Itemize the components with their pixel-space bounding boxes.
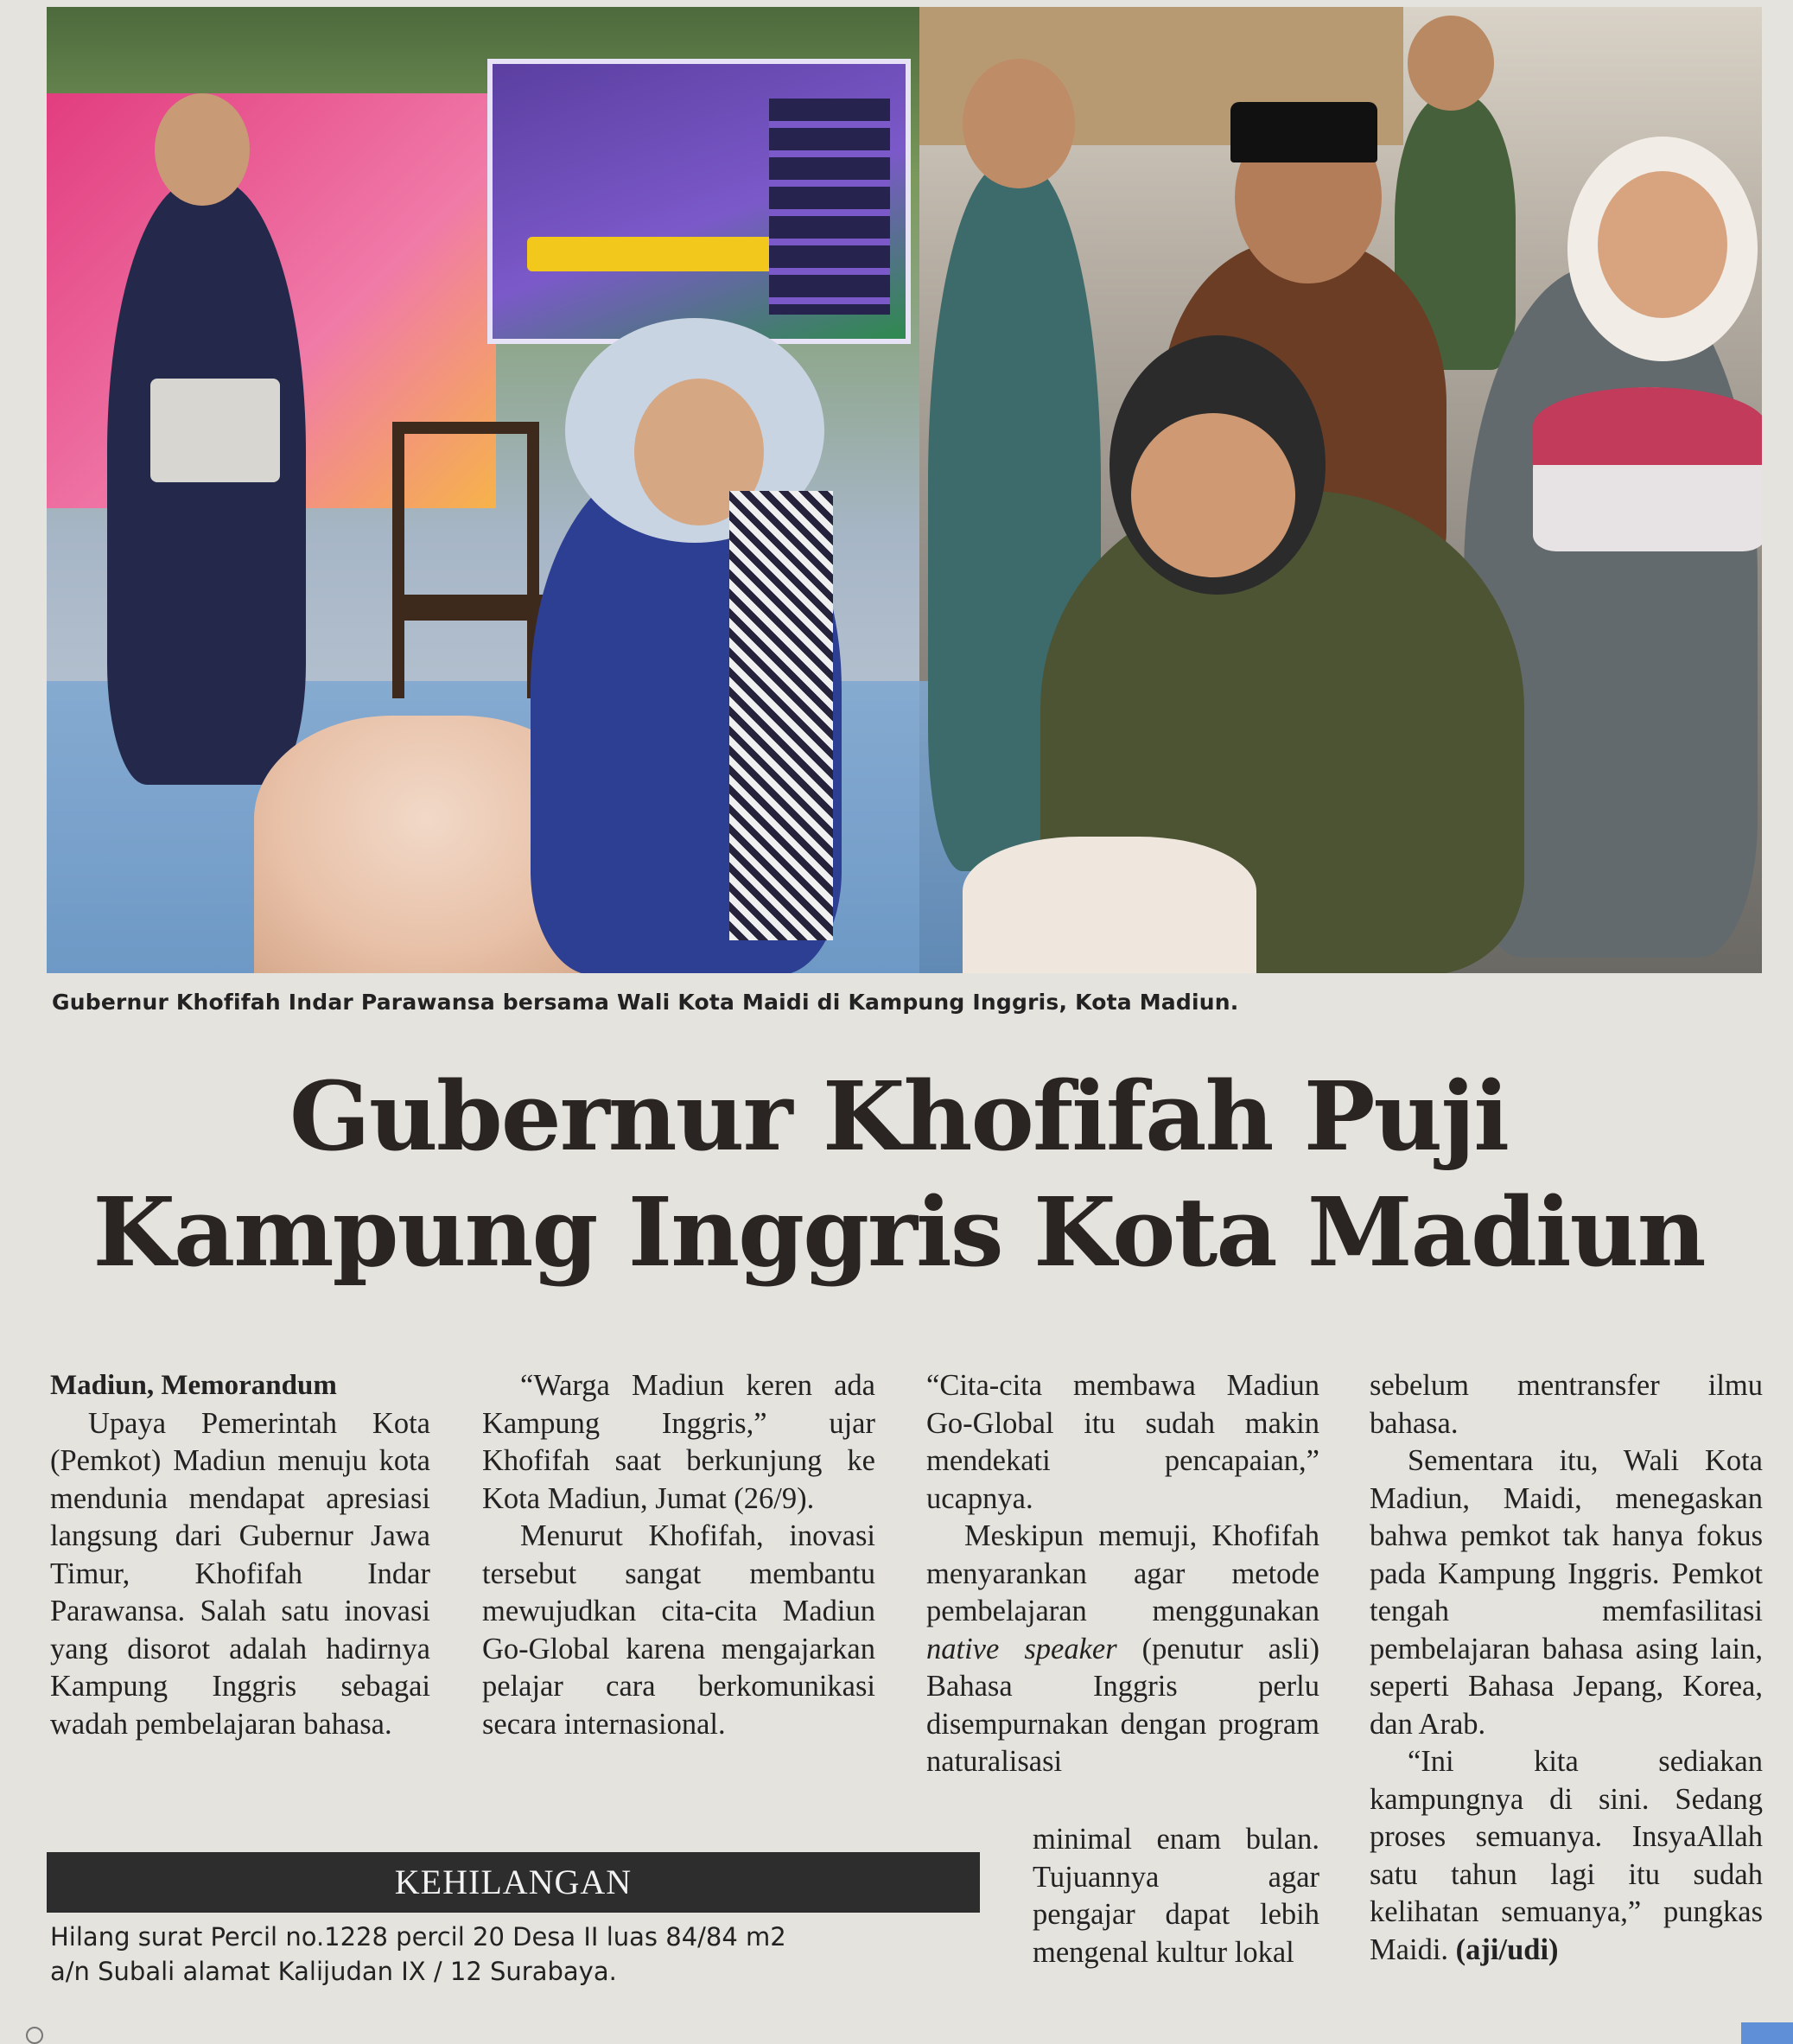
paragraph	[926, 1518, 1319, 1781]
paragraph-text: (penutur asli) Bahasa Inggris perlu disempurnakan dengan program naturalisasi	[926, 1632, 1319, 1778]
paragraph: “Cita-cita membawa Madiun Go-Global itu sudah makin mendekati pencapaian,” ucapnya.	[926, 1369, 1319, 1515]
headline-line-1: Gubernur Khofifah Puji	[289, 1060, 1509, 1172]
peci-cap	[1230, 102, 1377, 162]
paragraph-text: Meskipun memuji, Khofifah menyarankan agar metode pembelajaran menggunakan	[926, 1519, 1319, 1627]
paragraph: Upaya Pemerintah Kota (Pemkot) Madiun menuju kota mendunia mendapat apresiasi langsung dari Gubernur Jawa Timur, Khofifah Indar Parawansa. Salah satu inovasi yang disorot adalah hadirnya Kampung Inggris sebagai wadah pembelajaran bahasa.	[50, 1406, 430, 1741]
paragraph: minimal enam bulan. Tujuannya agar pengajar dapat lebih mengenal kultur lokal	[1033, 1823, 1319, 1969]
article-column-3	[926, 1367, 1319, 1781]
photo-chair	[392, 422, 539, 698]
classified-line-1: Hilang surat Percil no.1228 percil 20 Desa II luas 84/84 m2	[50, 1922, 786, 1952]
photo-banner-kampung-inggris	[487, 59, 911, 344]
person-face	[1131, 413, 1295, 577]
headline-line-2: Kampung Inggris Kota Madiun	[92, 1176, 1705, 1288]
article-column-2	[482, 1367, 875, 1743]
classified-line-2: a/n Subali alamat Kalijudan IX / 12 Surabaya.	[50, 1957, 617, 1986]
article-column-3-continued	[1033, 1821, 1319, 1971]
news-photo	[47, 7, 1762, 973]
person-head	[1408, 16, 1494, 111]
author-credit: (aji/udi)	[1455, 1933, 1559, 1966]
corner-color-bar	[1741, 2022, 1793, 2044]
paragraph-text: “Ini kita sediakan kampungnya di sini. Sedang proses semuanya. InsyaAllah satu tahun lagi itu sudah kelihatan semuanya,” pungkas Maidi.	[1370, 1745, 1763, 1966]
classified-text	[50, 1920, 1018, 1989]
person-head	[155, 93, 250, 206]
paragraph: Sementara itu, Wali Kota Madiun, Maidi, menegaskan bahwa pemkot tak hanya fokus pada Kampung Inggris. Pemkot tengah memfasilitasi pembelajaran bahasa asing lain, seperti Bahasa Jepang, Korea, dan Arab.	[1370, 1444, 1763, 1741]
person-apron	[150, 379, 280, 482]
banner-list-strip	[769, 99, 890, 315]
person-head	[963, 59, 1075, 188]
article-column-4	[1370, 1367, 1763, 1969]
paragraph: “Warga Madiun keren ada Kampung Inggris,” ujar Khofifah saat berkunjung ke Kota Madiun, Jumat (26/9).	[482, 1369, 875, 1515]
classified-heading: KEHILANGAN	[47, 1852, 980, 1913]
person-cap-top	[1533, 387, 1762, 465]
registration-mark-icon	[26, 2027, 43, 2044]
paragraph: Menurut Khofifah, inovasi tersebut sangat membantu mewujudkan cita-cita Madiun Go-Global karena mengajarkan pelajar cara berkomunikasi secara internasional.	[482, 1519, 875, 1741]
person-scarf	[729, 491, 833, 940]
person-woman-apron	[107, 180, 306, 785]
paragraph	[1370, 1743, 1763, 1969]
article-column-1	[50, 1367, 430, 1743]
italic-term: native speaker	[926, 1632, 1117, 1665]
headline	[52, 1059, 1745, 1290]
paragraph: sebelum mentransfer ilmu bahasa.	[1370, 1369, 1763, 1440]
photo-cloth-white	[963, 837, 1256, 973]
dateline: Madiun, Memorandum	[50, 1370, 337, 1401]
person-face	[1598, 171, 1727, 318]
photo-caption: Gubernur Khofifah Indar Parawansa bersama Wali Kota Maidi di Kampung Inggris, Kota Madiun.	[52, 990, 1239, 1015]
